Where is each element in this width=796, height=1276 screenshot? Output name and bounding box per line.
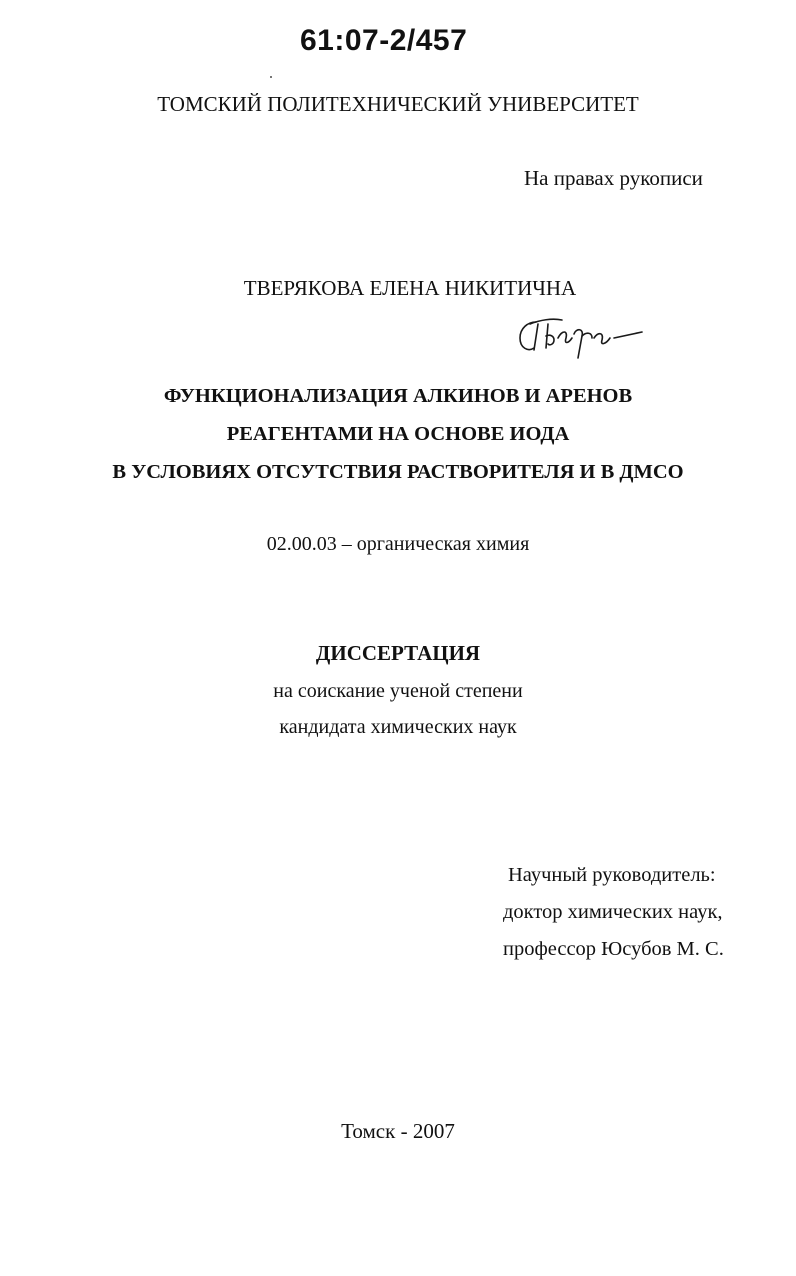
degree-line-1: на соискание ученой степени [273,680,523,702]
university-name: ТОМСКИЙ ПОЛИТЕХНИЧЕСКИЙ УНИВЕРСИТЕТ [157,92,639,116]
rights-note: На правах рукописи [524,166,703,190]
degree-line-2: кандидата химических наук [279,716,517,738]
author-name: ТВЕРЯКОВА ЕЛЕНА НИКИТИЧНА [243,276,577,300]
handwritten-signature [510,308,650,368]
scan-speck [270,76,272,78]
supervisor-label: Научный руководитель: [508,864,716,886]
document-type: ДИССЕРТАЦИЯ [315,641,481,665]
title-line-1: ФУНКЦИОНАЛИЗАЦИЯ АЛКИНОВ И АРЕНОВ [163,385,633,407]
supervisor-name: профессор Юсубов М. С. [503,938,724,960]
title-line-2: РЕАГЕНТАМИ НА ОСНОВЕ ИОДА [226,423,570,445]
specialty-code: 02.00.03 – органическая химия [266,533,530,555]
title-line-3: В УСЛОВИЯХ ОТСУТСТВИЯ РАСТВОРИТЕЛЯ И В ДМСО [112,461,684,483]
archive-code: 61:07-2/457 [300,24,468,57]
city-year: Томск - 2007 [341,1119,455,1143]
supervisor-degree: доктор химических наук, [503,901,723,923]
